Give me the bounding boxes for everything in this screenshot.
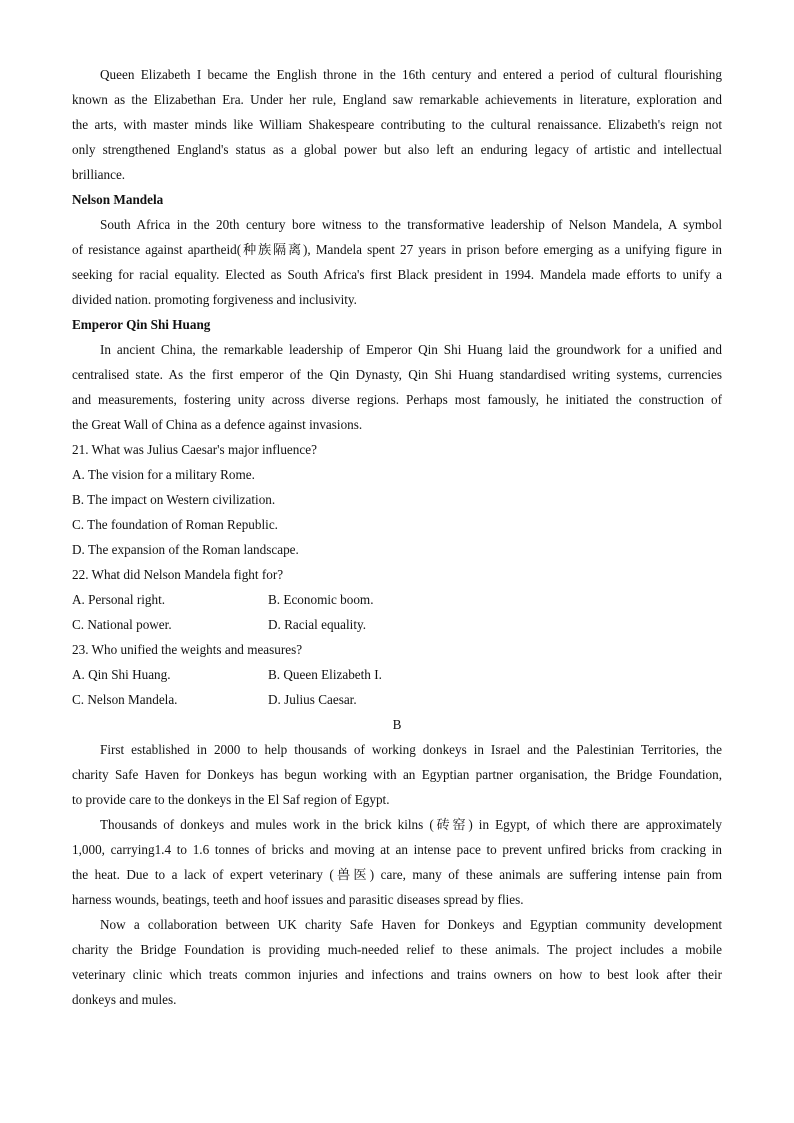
- text-line: First established in 2000 to help thousands of working donkeys in Israel and the Palestinian Territories, the: [100, 742, 722, 757]
- text-line: veterinary clinic which treats common injuries and infections and trains owners on how to best look after their: [72, 967, 722, 982]
- mandela-heading: Nelson Mandela: [72, 192, 164, 207]
- section-b-label: B: [392, 717, 402, 732]
- text-line: Queen Elizabeth I became the English throne in the 16th century and entered a period of cultural flourishing: [100, 67, 722, 82]
- question-stem: 21. What was Julius Caesar's major influence?: [72, 442, 317, 457]
- text-line: Thousands of donkeys and mules work in the brick kilns (砖窑) in Egypt, of which there are approximately: [100, 817, 722, 832]
- qin-paragraph: [72, 337, 722, 437]
- text-line: 1,000, carrying1.4 to 1.6 tonnes of bricks and moving at an intense pace to prevent unfired bricks from cracking in: [72, 842, 722, 857]
- answer-option: A. Qin Shi Huang.: [72, 667, 171, 682]
- text-line: centralised state. As the first emperor of the Qin Dynasty, Qin Shi Huang standardised writing systems, currencies: [72, 367, 722, 382]
- answer-option: D. The expansion of the Roman landscape.: [72, 542, 299, 557]
- answer-option: A. The vision for a military Rome.: [72, 467, 255, 482]
- text-line: donkeys and mules.: [72, 992, 177, 1007]
- text-line: divided nation. promoting forgiveness and inclusivity.: [72, 292, 357, 307]
- text-line: the heat. Due to a lack of expert veterinary (兽医) care, many of these animals are suffering intense pain from: [72, 867, 722, 882]
- qin-heading: Emperor Qin Shi Huang: [72, 317, 211, 332]
- text-line: of resistance against apartheid(种族隔离), Mandela spent 27 years in prison before emerging as a unifying figure in: [72, 242, 722, 257]
- option-row: [72, 612, 722, 637]
- question-21: [72, 437, 722, 562]
- option-row: [72, 662, 722, 687]
- document-page: [72, 62, 722, 1012]
- answer-option: C. The foundation of Roman Republic.: [72, 517, 278, 532]
- text-line: In ancient China, the remarkable leadership of Emperor Qin Shi Huang laid the groundwork for a unified and: [100, 342, 722, 357]
- answer-option: B. Economic boom.: [268, 592, 374, 607]
- text-line: charity Safe Haven for Donkeys has begun working with an Egyptian partner organisation, the Bridge Foundation,: [72, 767, 722, 782]
- option-row: [72, 587, 722, 612]
- text-line: brilliance.: [72, 167, 126, 182]
- answer-option: A. Personal right.: [72, 592, 166, 607]
- question-23: [72, 637, 722, 712]
- answer-option: B. Queen Elizabeth I.: [268, 667, 382, 682]
- text-line: seeking for racial equality. Elected as South Africa's first Black president in 1994. Mandela made efforts to unify a: [72, 267, 722, 282]
- text-line: the arts, with master minds like William Shakespeare contributing to the cultural renaissance. Elizabeth's reign not: [72, 117, 722, 132]
- answer-option: C. Nelson Mandela.: [72, 692, 178, 707]
- answer-option: B. The impact on Western civilization.: [72, 492, 276, 507]
- answer-option: C. National power.: [72, 617, 172, 632]
- answer-option: D. Racial equality.: [268, 617, 367, 632]
- question-stem: 22. What did Nelson Mandela fight for?: [72, 567, 284, 582]
- text-line: the Great Wall of China as a defence against invasions.: [72, 417, 363, 432]
- text-line: Now a collaboration between UK charity Safe Haven for Donkeys and Egyptian community development: [100, 917, 722, 932]
- text-line: only strengthened England's status as a global power but also left an enduring legacy of artistic and intellectual: [72, 142, 722, 157]
- text-line: and measurements, fostering unity across diverse regions. Perhaps most famously, he initiated the construction of: [72, 392, 722, 407]
- text-line: South Africa in the 20th century bore witness to the transformative leadership of Nelson Mandela, A symbol: [100, 217, 722, 232]
- text-line: harness wounds, beatings, teeth and hoof issues and parasitic diseases spread by flies.: [72, 892, 524, 907]
- section-b-paragraph-2: [72, 812, 722, 912]
- mandela-paragraph: [72, 212, 722, 312]
- question-22: [72, 562, 722, 637]
- section-b-paragraph-3: [72, 912, 722, 1012]
- question-stem: 23. Who unified the weights and measures?: [72, 642, 303, 657]
- text-line: charity the Bridge Foundation is providing much-needed relief to these animals. The project includes a mobile: [72, 942, 722, 957]
- elizabeth-paragraph: [72, 62, 722, 187]
- section-b-paragraph-1: [72, 737, 722, 812]
- option-row: [72, 687, 722, 712]
- text-line: to provide care to the donkeys in the El Saf region of Egypt.: [72, 792, 390, 807]
- answer-option: D. Julius Caesar.: [268, 692, 357, 707]
- text-line: known as the Elizabethan Era. Under her rule, England saw remarkable achievements in literature, exploration and: [72, 92, 722, 107]
